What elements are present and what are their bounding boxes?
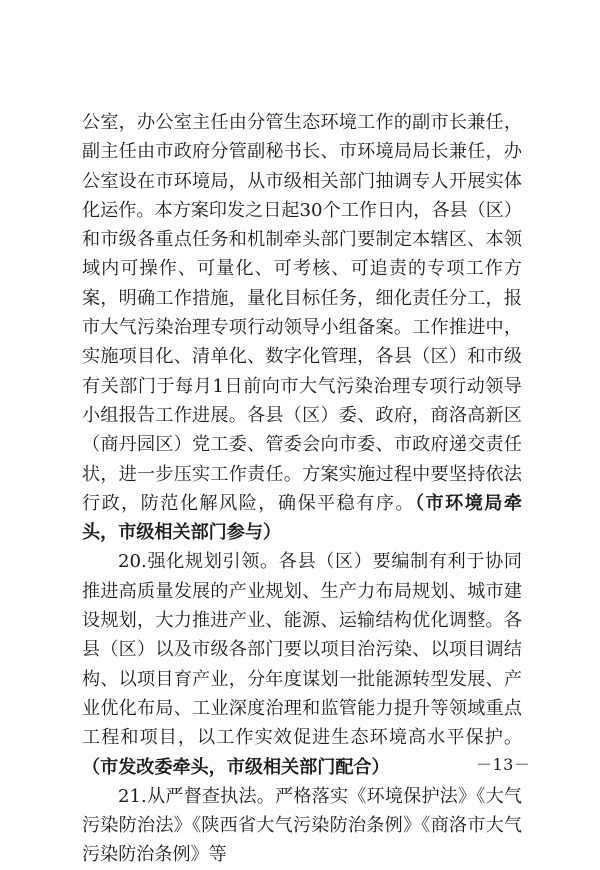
paragraph-1	[82, 108, 522, 547]
paragraph-20	[82, 547, 522, 781]
page-number: －13－	[476, 755, 531, 774]
paragraph-20-responsibility-note: （市发改委牵头，市级相关部门配合）	[82, 756, 390, 778]
paragraph-21	[82, 782, 522, 870]
paragraph-20-text: 20.强化规划引领。各县（区）要编制有利于协同推进高质量发展的产业规划、生产力布局规划、城市建设规划，大力推进产业、能源、运输结构优化调整。各县（区）以及市级各部门要以项目治污染、以项目调结构、以项目育产业，分年度谋划一批能源转型发展、产业优化布局、工业深度治理和监管能力提升等领域重点工程和项目，以工作实效促进生态环境高水平保护。	[82, 551, 522, 749]
document-body	[82, 108, 522, 870]
paragraph-1-text: 公室，办公室主任由分管生态环境工作的副市长兼任，副主任由市政府分管副秘书长、市环境局局长兼任，办公室设在市环境局，从市级相关部门抽调专人开展实体化运作。本方案印发之日起30个工作日内，各县（区）和市级各重点任务和机制牵头部门要制定本辖区、本领域内可操作、可量化、可考核、可追责的专项工作方案，明确工作措施，量化目标任务，细化责任分工，报市大气污染治理专项行动领导小组备案。工作推进中，实施项目化、清单化、数字化管理，各县（区）和市级有关部门于每月1日前向市大气污染治理专项行动领导小组报告工作进展。各县（区）委、政府，商洛高新区（商丹园区）党工委、管委会向市委、市政府递交责任状，进一步压实工作责任。方案实施过程中要坚持依法行政，防范化解风险，确保平稳有序。	[82, 112, 522, 514]
paragraph-1-responsibility-note: （市环境局牵头，市级相关部门参与）	[82, 492, 522, 544]
paragraph-21-text: 21.从严督查执法。严格落实《环境保护法》《大气污染防治法》《陕西省大气污染防治条例》《商洛市大气污染防治条例》等	[82, 785, 522, 866]
